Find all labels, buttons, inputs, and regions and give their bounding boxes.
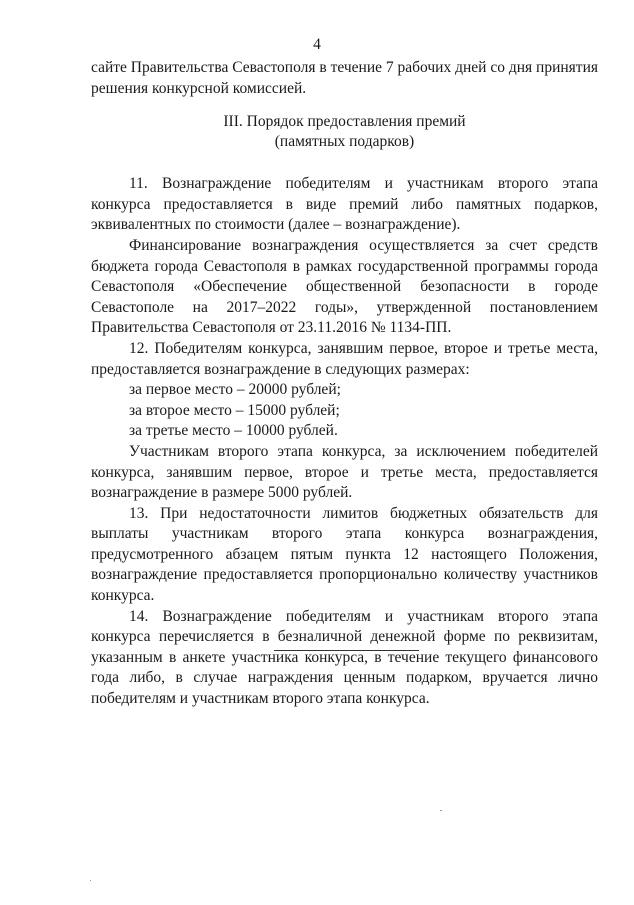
prize-second-place: за второе место – 15000 рублей; xyxy=(129,401,340,419)
page-number: 4 xyxy=(313,36,321,53)
paragraph-12: 12. Победителям конкурса, занявшим первое, второе и третье места, предоставляется вознаграждение в следующих размерах: xyxy=(91,339,598,378)
prize-first-place: за первое место – 20000 рублей; xyxy=(129,381,341,399)
paragraph-participants: Участникам второго этапа конкурса, за исключением победителей конкурса, занявшим первое, второе и третье места, предоставляется вознаграждение в размере 5000 рублей. xyxy=(91,442,598,502)
section-heading-subtitle: (памятных подарков) xyxy=(274,133,415,151)
section-heading-title: III. Порядок предоставления премий xyxy=(223,113,466,131)
intro-paragraph: сайте Правительства Севастополя в течение 7 рабочих дней со дня принятия решения конкурсной комиссией. xyxy=(91,59,598,97)
document-body xyxy=(91,58,598,710)
closing-divider xyxy=(274,650,419,651)
paragraph-financing: Финансирование вознаграждения осуществляется за счет средств бюджета города Севастополя в рамках государственной программы города Севастополя «Обеспечение общественной безопасности в городе Севастополе на 2017–2022 годы», утвержденной постановлением Правительства Севастополя от 23.11.2016 № 1134-ПП. xyxy=(91,236,598,337)
section-heading xyxy=(91,112,598,152)
scan-speck xyxy=(90,880,91,881)
paragraph-11: 11. Вознаграждение победителям и участникам второго этапа конкурса предоставляется в виде премий либо памятных подарков, эквивалентных по стоимости (далее – вознаграждение). xyxy=(91,175,598,234)
paragraph-13: 13. При недостаточности лимитов бюджетных обязательств для выплаты участникам второго этапа конкурса вознаграждения, предусмотренного абзацем пятым пункта 12 настоящего Положения, вознаграждение предоставляется пропорционально количеству участников конкурса. xyxy=(91,504,598,605)
prize-third-place: за третье место – 10000 рублей. xyxy=(129,422,338,440)
scan-speck xyxy=(440,810,442,811)
paragraph-14: 14. Вознаграждение победителям и участникам второго этапа конкурса перечисляется в безналичной денежной форме по реквизитам, указанным в анкете участника конкурса, в течение текущего финансового года либо, в случае награждения ценным подарком, вручается лично победителям и участникам второго этапа конкурса. xyxy=(91,607,598,708)
